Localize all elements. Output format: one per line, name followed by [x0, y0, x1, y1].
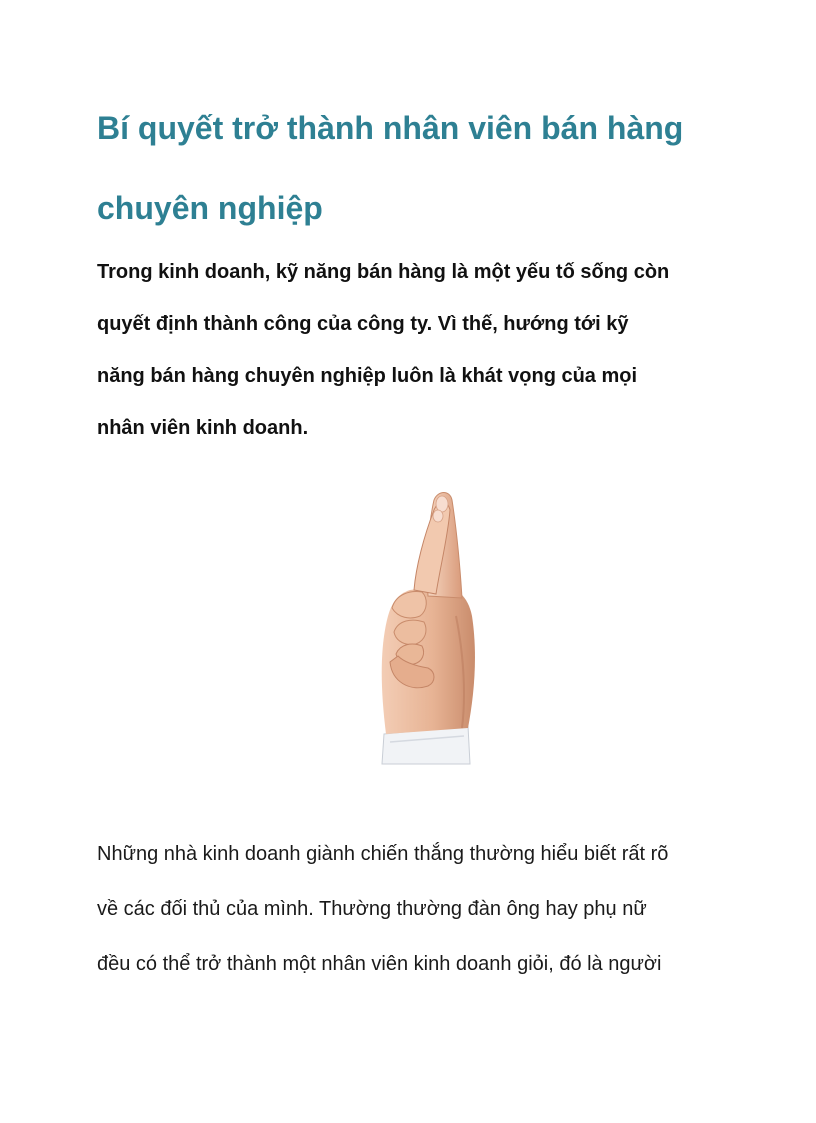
lead-line-1: Trong kinh doanh, kỹ năng bán hàng là một yếu tố sống còn: [97, 261, 670, 283]
title-line-1: Bí quyết trở thành nhân viên bán hàng: [97, 110, 684, 146]
body-line-1: Những nhà kinh doanh giành chiến thắng thường hiểu biết rất rõ: [97, 843, 669, 865]
article-title: [97, 88, 757, 248]
crossed-fingers-hand-icon: [370, 486, 482, 766]
lead-line-3: năng bán hàng chuyên nghiệp luôn là khát vọng của mọi: [97, 365, 638, 387]
lead-line-4: nhân viên kinh doanh.: [97, 417, 309, 439]
article-body: [97, 827, 737, 992]
title-line-2: chuyên nghiệp: [97, 190, 323, 226]
lead-line-2: quyết định thành công của công ty. Vì thế, hướng tới kỹ: [97, 313, 629, 335]
crossed-fingers-image: [370, 486, 482, 766]
body-line-2: về các đối thủ của mình. Thường thường đàn ông hay phụ nữ: [97, 898, 647, 920]
article-lead: [97, 246, 737, 454]
body-line-3: đều có thể trở thành một nhân viên kinh doanh giỏi, đó là người: [97, 953, 662, 975]
